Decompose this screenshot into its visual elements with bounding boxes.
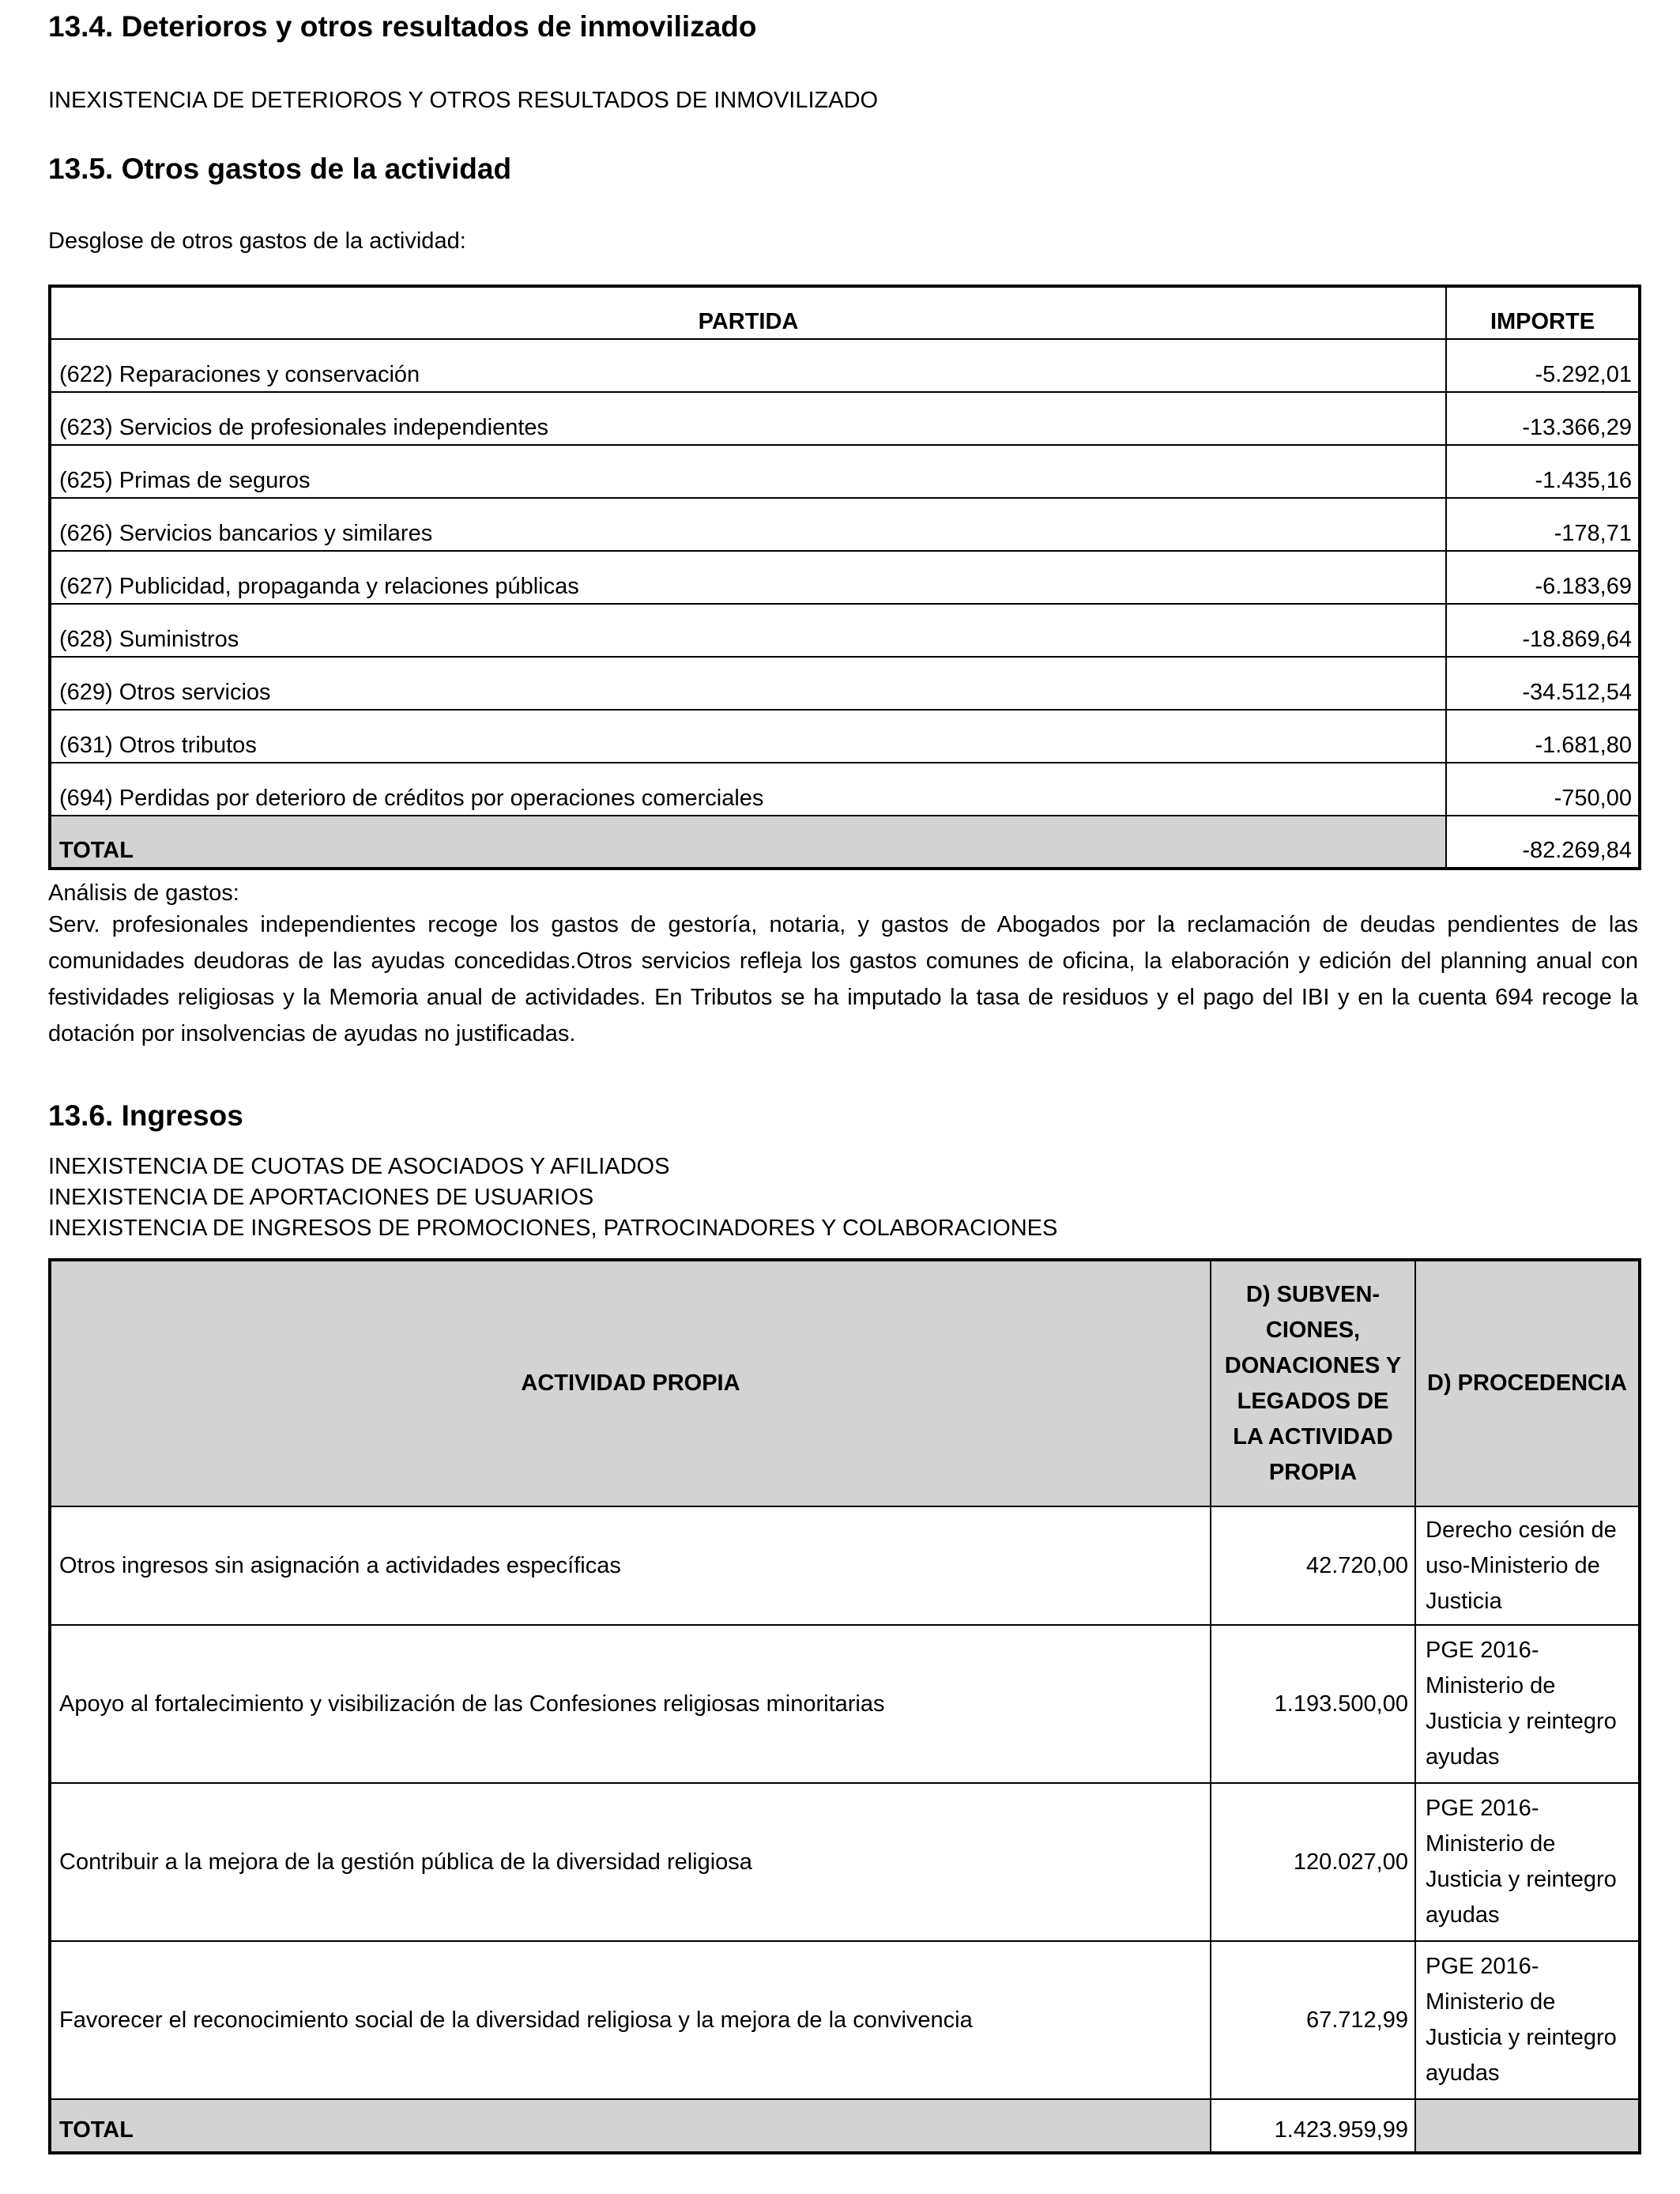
procedencia-cell: PGE 2016-Ministerio de Justicia y reintegro ayudas: [1415, 1941, 1640, 2099]
inexistencia-line: INEXISTENCIA DE CUOTAS DE ASOCIADOS Y AFILIADOS: [48, 1154, 670, 1179]
actividad-cell: Favorecer el reconocimiento social de la diversidad religiosa y la mejora de la convivencia: [50, 1941, 1211, 2099]
table-row: [50, 1941, 1640, 2099]
partida-cell: (626) Servicios bancarios y similares: [50, 498, 1446, 551]
importe-cell: 1.193.500,00: [1211, 1625, 1415, 1783]
total-label: TOTAL: [50, 2099, 1211, 2153]
actividad-cell: Otros ingresos sin asignación a actividades específicas: [50, 1506, 1211, 1625]
table-row: [50, 763, 1640, 816]
actividad-cell: Contribuir a la mejora de la gestión pública de la diversidad religiosa: [50, 1783, 1211, 1941]
partida-cell: (627) Publicidad, propaganda y relaciones públicas: [50, 551, 1446, 604]
analisis-label: Análisis de gastos:: [48, 880, 239, 906]
section-13-6-title: 13.6. Ingresos: [48, 1099, 243, 1132]
importe-cell: -1.681,80: [1446, 710, 1640, 763]
importe-cell: 67.712,99: [1211, 1941, 1415, 2099]
procedencia-cell: PGE 2016-Ministerio de Justicia y reintegro ayudas: [1415, 1625, 1640, 1783]
total-row: [50, 816, 1640, 869]
partida-cell: (622) Reparaciones y conservación: [50, 339, 1446, 392]
section-13-4-text: INEXISTENCIA DE DETERIOROS Y OTROS RESULTADOS DE INMOVILIZADO: [48, 88, 879, 113]
total-procedencia-cell: [1415, 2099, 1640, 2153]
table-row: [50, 710, 1640, 763]
partida-cell: (631) Otros tributos: [50, 710, 1446, 763]
partida-cell: (694) Perdidas por deterioro de créditos por operaciones comerciales: [50, 763, 1446, 816]
inexistencia-line: INEXISTENCIA DE INGRESOS DE PROMOCIONES, PATROCINADORES Y COLABORACIONES: [48, 1216, 1058, 1241]
table-row: [50, 498, 1640, 551]
importe-cell: -18.869,64: [1446, 604, 1640, 657]
table-row: [50, 445, 1640, 498]
gastos-table: [48, 285, 1641, 870]
column-header-partida: PARTIDA: [50, 286, 1446, 339]
analisis-text: Serv. profesionales independientes recoge los gastos de gestoría, notaria, y gastos de Abogados por la reclamación de deudas pendientes de las comunidades deudoras de las ayudas concedidas.Otros servicios refleja los gastos comunes de oficina, la elaboración y edición del planning anual con festividades religiosas y la Memoria anual de actividades. En Tributos se ha imputado la tasa de residuos y el pago del IBI y en la cuenta 694 recoge la dotación por insolvencias de ayudas no justificadas.: [48, 912, 1638, 1046]
total-row: [50, 2099, 1640, 2153]
column-header-actividad: ACTIVIDAD PROPIA: [50, 1260, 1211, 1506]
importe-cell: -178,71: [1446, 498, 1640, 551]
partida-cell: (628) Suministros: [50, 604, 1446, 657]
partida-cell: (629) Otros servicios: [50, 657, 1446, 710]
column-header-procedencia: D) PROCEDENCIA: [1415, 1260, 1640, 1506]
table-row: [50, 392, 1640, 445]
table-row: [50, 1625, 1640, 1783]
partida-cell: (625) Primas de seguros: [50, 445, 1446, 498]
section-13-4-title: 13.4. Deterioros y otros resultados de inmovilizado: [48, 10, 757, 43]
importe-cell: -5.292,01: [1446, 339, 1640, 392]
table-row: [50, 339, 1640, 392]
total-value: -82.269,84: [1446, 816, 1640, 869]
table-row: [50, 1783, 1640, 1941]
table-header-row: [50, 286, 1640, 339]
table-row: [50, 604, 1640, 657]
inexistencia-line: INEXISTENCIA DE APORTACIONES DE USUARIOS: [48, 1185, 594, 1210]
column-header-importe: IMPORTE: [1446, 286, 1640, 339]
table-row: [50, 657, 1640, 710]
total-label: TOTAL: [50, 816, 1446, 869]
table-row: [50, 1506, 1640, 1625]
importe-cell: 120.027,00: [1211, 1783, 1415, 1941]
actividad-cell: Apoyo al fortalecimiento y visibilización de las Confesiones religiosas minoritarias: [50, 1625, 1211, 1783]
importe-cell: -13.366,29: [1446, 392, 1640, 445]
importe-cell: -750,00: [1446, 763, 1640, 816]
importe-cell: -34.512,54: [1446, 657, 1640, 710]
importe-cell: 42.720,00: [1211, 1506, 1415, 1625]
importe-cell: -1.435,16: [1446, 445, 1640, 498]
total-value: 1.423.959,99: [1211, 2099, 1415, 2153]
partida-cell: (623) Servicios de profesionales independientes: [50, 392, 1446, 445]
section-13-5-title: 13.5. Otros gastos de la actividad: [48, 153, 512, 185]
column-header-subvenciones: D) SUBVEN-CIONES, DONACIONES Y LEGADOS DE LA ACTIVIDAD PROPIA: [1211, 1260, 1415, 1506]
procedencia-cell: Derecho cesión de uso-Ministerio de Justicia: [1415, 1506, 1640, 1625]
section-13-5-intro: Desglose de otros gastos de la actividad:: [48, 228, 466, 254]
ingresos-table: [48, 1258, 1641, 2154]
analisis-gastos: [48, 880, 1638, 1052]
table-header-row: [50, 1260, 1640, 1506]
procedencia-cell: PGE 2016-Ministerio de Justicia y reintegro ayudas: [1415, 1783, 1640, 1941]
table-row: [50, 551, 1640, 604]
importe-cell: -6.183,69: [1446, 551, 1640, 604]
